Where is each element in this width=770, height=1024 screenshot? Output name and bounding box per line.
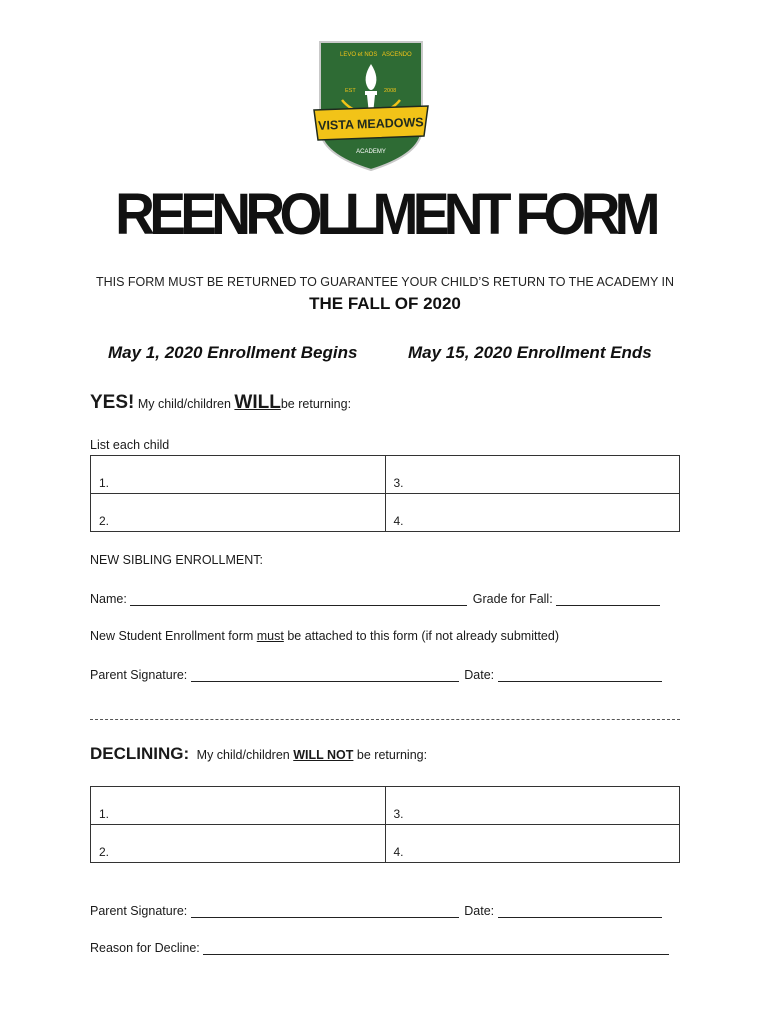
declining-child-4-field[interactable]: 4.: [385, 825, 680, 863]
list-each-child-label: List each child: [90, 438, 170, 452]
logo-year: 2008: [384, 88, 397, 94]
return-notice: THIS FORM MUST BE RETURNED TO GUARANTEE YOUR CHILD’S RETURN TO THE ACADEMY IN: [95, 275, 675, 289]
sibling-heading: NEW SIBLING ENROLLMENT:: [90, 553, 263, 567]
returning-child-4-field[interactable]: 4.: [385, 494, 680, 532]
form-note-post: be attached to this form (if not already submitted): [287, 629, 559, 643]
logo-est: EST: [345, 88, 356, 94]
section-divider: [90, 719, 680, 720]
yes-label: YES!: [90, 392, 135, 413]
decline-reason-field[interactable]: [203, 942, 669, 955]
returning-child-1-field[interactable]: 1.: [91, 456, 386, 494]
declining-date-label: Date:: [464, 904, 495, 918]
sibling-signature-row: [90, 668, 690, 682]
date-field[interactable]: [498, 669, 662, 682]
returning-post: be returning:: [280, 397, 352, 411]
returning-children-table: [90, 455, 680, 532]
declining-child-3-field[interactable]: 3.: [385, 787, 680, 825]
declining-child-1-field[interactable]: 1.: [91, 787, 386, 825]
school-logo: [312, 36, 430, 174]
decline-reason-label: Reason for Decline:: [90, 941, 200, 955]
logo-motto-right: ASCENDO: [382, 52, 412, 58]
grade-label: Grade for Fall:: [472, 592, 553, 606]
grade-field[interactable]: [556, 593, 660, 606]
parent-signature-label: Parent Signature:: [90, 668, 188, 682]
parent-signature-field[interactable]: [191, 669, 459, 682]
declining-signature-label: Parent Signature:: [90, 904, 188, 918]
enrollment-ends: May 15, 2020 Enrollment Ends: [408, 343, 652, 362]
date-label: Date:: [464, 668, 495, 682]
decline-reason-row: [90, 941, 690, 955]
logo-name: VISTA MEADOWS: [317, 115, 424, 133]
declining-date-field[interactable]: [498, 905, 662, 918]
declining-children-table: [90, 786, 680, 863]
declining-pre: My child/children: [196, 748, 290, 762]
sibling-name-field[interactable]: [130, 593, 467, 606]
returning-statement: [90, 392, 351, 414]
form-note-pre: New Student Enrollment form: [90, 629, 254, 643]
declining-signature-row: [90, 904, 690, 918]
declining-child-2-field[interactable]: 2.: [91, 825, 386, 863]
sibling-name-label: Name:: [90, 592, 127, 606]
returning-child-2-field[interactable]: 2.: [91, 494, 386, 532]
sibling-name-row: [90, 592, 690, 606]
declining-post: be returning:: [356, 748, 428, 762]
form-note-must: must: [256, 629, 284, 643]
will-not-label: WILL NOT: [293, 748, 354, 762]
logo-sub: ACADEMY: [356, 149, 386, 155]
returning-child-3-field[interactable]: 3.: [385, 456, 680, 494]
returning-pre: My child/children: [137, 397, 231, 411]
logo-motto-left: LEVO et NOS: [340, 52, 378, 58]
declining-statement: [90, 744, 427, 764]
will-label: WILL: [234, 392, 281, 413]
fall-term: THE FALL OF 2020: [309, 294, 461, 313]
page-title: REENROLLMENT FORM: [115, 182, 655, 247]
enrollment-begins: May 1, 2020 Enrollment Begins: [108, 343, 358, 362]
declining-signature-field[interactable]: [191, 905, 459, 918]
enrollment-form-note: [90, 629, 559, 643]
declining-label: DECLINING:: [90, 744, 190, 763]
